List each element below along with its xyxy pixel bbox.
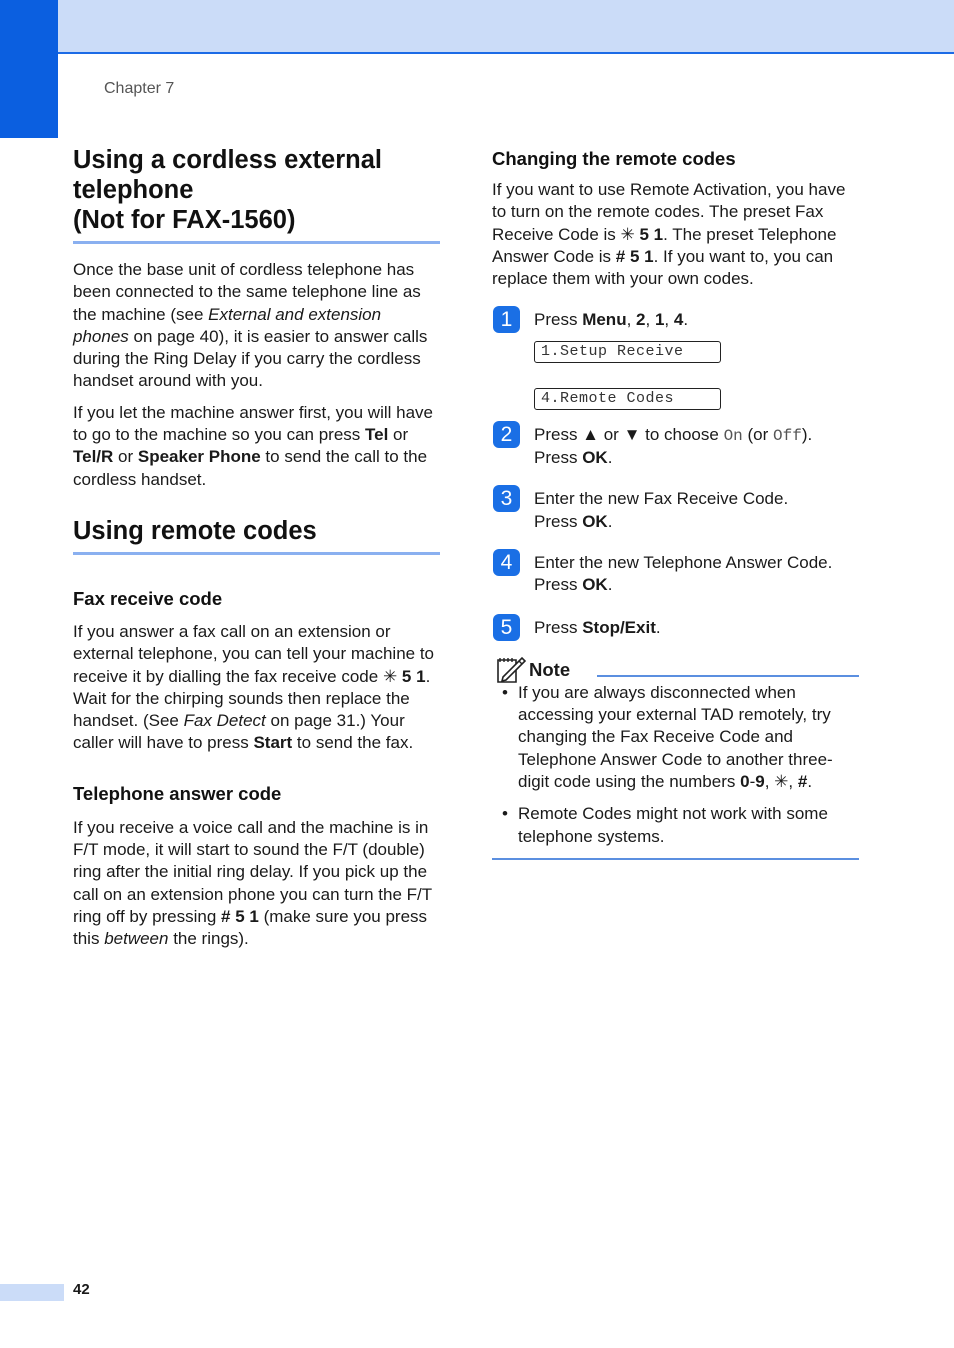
star-key-icon: ✳ <box>774 772 789 792</box>
fax-receive-paragraph <box>73 621 440 755</box>
text: or <box>113 447 138 467</box>
text: on page 31.) Your caller will have to press <box>73 711 405 753</box>
step-5 <box>492 614 860 639</box>
text: , <box>764 772 775 792</box>
key-hash: # <box>797 772 808 792</box>
text: Remote Codes might not work with some telephone systems. <box>518 804 828 846</box>
star-key-icon: ✳ <box>382 666 398 686</box>
title-line-1: Using a cordless external <box>73 146 382 174</box>
key-2: 2 <box>636 310 646 330</box>
step-number-badge: 4 <box>493 549 520 576</box>
section-title-remote-codes: Using remote codes <box>73 516 317 545</box>
key-stop-exit: Stop/Exit <box>582 617 656 637</box>
text: to send the call to the cordless handset. <box>73 447 428 489</box>
section-title-cordless <box>73 145 440 235</box>
lcd-display-setup-receive: 1.Setup Receive <box>534 341 721 363</box>
text: Press <box>534 310 583 330</box>
step-1 <box>492 306 860 409</box>
note-item <box>492 682 859 793</box>
key-tel: Tel <box>365 425 389 445</box>
note-item <box>492 803 859 848</box>
title-underline <box>73 241 440 244</box>
code: 5 1 <box>397 666 426 686</box>
text: If you receive a voice call and the machine is in F/T mode, it will start to sound the F/T (double) ring after the initial ring delay. If you pick up the call on an extension phone you can turn the F/T ring off by pressing <box>73 817 432 926</box>
key-0: 0 <box>740 772 750 792</box>
chapter-label: Chapter 7 <box>104 80 175 97</box>
text: the rings). <box>168 929 249 949</box>
telephone-answer-paragraph <box>73 817 440 951</box>
heading-telephone-answer-code: Telephone answer code <box>73 782 282 804</box>
left-column <box>73 145 440 951</box>
note-title: Note <box>529 658 571 680</box>
key-ok: OK <box>582 575 608 595</box>
text: ). <box>801 424 813 444</box>
key-4: 4 <box>673 310 684 330</box>
note-top-rule <box>597 675 859 677</box>
bullet: • <box>502 682 508 702</box>
cross-reference: External and extension phones <box>73 304 382 346</box>
text: . <box>807 772 813 792</box>
text: to send the fax. <box>292 733 414 753</box>
bullet: • <box>502 804 508 824</box>
top-header-band <box>58 0 954 54</box>
text: Enter the new Fax Receive Code. <box>534 489 789 509</box>
text: If you let the machine answer first, you will have to go to the machine so you can press <box>73 402 433 445</box>
emphasis: between <box>104 929 169 949</box>
text: , <box>645 310 655 330</box>
heading-fax-receive-code: Fax receive code <box>73 587 223 609</box>
option-off: Off <box>773 426 802 445</box>
text: . <box>607 448 613 468</box>
key-9: 9 <box>755 772 765 792</box>
note-bottom-rule <box>492 858 859 860</box>
section-cordless <box>73 145 440 491</box>
text: . Wait for the chirping sounds then replace the handset. (See <box>73 666 431 731</box>
text: . <box>683 310 689 330</box>
changing-codes-intro <box>492 179 860 290</box>
option-on: On <box>723 426 743 445</box>
cordless-paragraph-2 <box>73 402 440 491</box>
note-header <box>492 655 859 685</box>
text: Enter the new Telephone Answer Code. <box>534 552 833 572</box>
heading-changing-remote-codes: Changing the remote codes <box>492 148 736 169</box>
text: , <box>664 310 674 330</box>
text: . If you want to, you can replace them with your own codes. <box>492 246 834 289</box>
step-number-badge: 5 <box>493 614 520 641</box>
step-number-badge: 1 <box>493 306 520 333</box>
text: Press <box>534 575 583 595</box>
text: (or <box>742 424 773 444</box>
text: (make sure you press this <box>73 906 428 949</box>
key-ok: OK <box>582 448 608 468</box>
note-list <box>492 682 859 848</box>
step-3 <box>492 485 860 533</box>
lcd-display-remote-codes: 4.Remote Codes <box>534 388 721 410</box>
step-text <box>534 421 860 470</box>
step-4 <box>492 549 860 597</box>
key-start: Start <box>253 733 293 753</box>
text: If you answer a fax call on an extension or external telephone, you can tell your machine to receive it by dialling the fax receive code <box>73 621 435 686</box>
key-menu: Menu <box>582 310 627 330</box>
cordless-paragraph-1 <box>73 259 440 393</box>
text: If you are always disconnected when accessing your external TAD remotely, try changing the Fax Receive Code and Telephone Answer Code to another three-digit code using the numbers <box>518 682 833 792</box>
title-line-3: (Not for FAX-1560) <box>73 206 296 234</box>
title-underline <box>73 552 440 555</box>
text: Press <box>534 448 583 468</box>
text: , <box>626 310 637 330</box>
page-number: 42 <box>73 1281 90 1298</box>
step-number-badge: 3 <box>493 485 520 512</box>
step-2 <box>492 421 860 470</box>
text: - <box>749 772 756 792</box>
step-text <box>534 485 860 533</box>
text: on page 40), it is easier to answer calls during the Ring Delay if you carry the cordless handset around with you. <box>73 326 428 391</box>
chapter-tab <box>0 0 58 138</box>
text: . <box>655 617 661 637</box>
step-text <box>534 306 860 331</box>
text: , <box>788 772 798 792</box>
title-line-2: telephone <box>73 176 194 204</box>
step-text <box>534 549 860 597</box>
key-1: 1 <box>654 310 665 330</box>
step-text <box>534 614 860 639</box>
key-ok: OK <box>582 511 608 531</box>
text: Press <box>534 511 583 531</box>
star-key-icon: ✳ <box>620 224 635 244</box>
note-pencil-icon <box>495 655 527 685</box>
key-tel-r: Tel/R <box>73 447 114 467</box>
section-remote-codes <box>73 516 440 951</box>
text: Press <box>534 617 583 637</box>
cross-reference: Fax Detect <box>183 711 266 731</box>
text: . <box>607 575 613 595</box>
text: Press ▲ or ▼ to choose <box>534 424 724 444</box>
text: If you want to use Remote Activation, you have to turn on the remote codes. The preset Fax Receive Code is <box>492 180 846 244</box>
text: or <box>388 425 409 445</box>
code: 5 1 <box>634 224 664 244</box>
text: . <box>607 511 613 531</box>
text: . The preset Telephone Answer Code is <box>492 224 837 266</box>
step-number-badge: 2 <box>493 421 520 448</box>
text: Once the base unit of cordless telephone has been connected to the same telephone line as the machine (see <box>73 260 421 324</box>
page-number-tab <box>0 1284 64 1301</box>
right-column <box>492 148 860 860</box>
code: # 5 1 <box>615 246 654 266</box>
code: # 5 1 <box>221 906 259 926</box>
key-speaker-phone: Speaker Phone <box>137 447 261 467</box>
note-box <box>492 655 859 860</box>
